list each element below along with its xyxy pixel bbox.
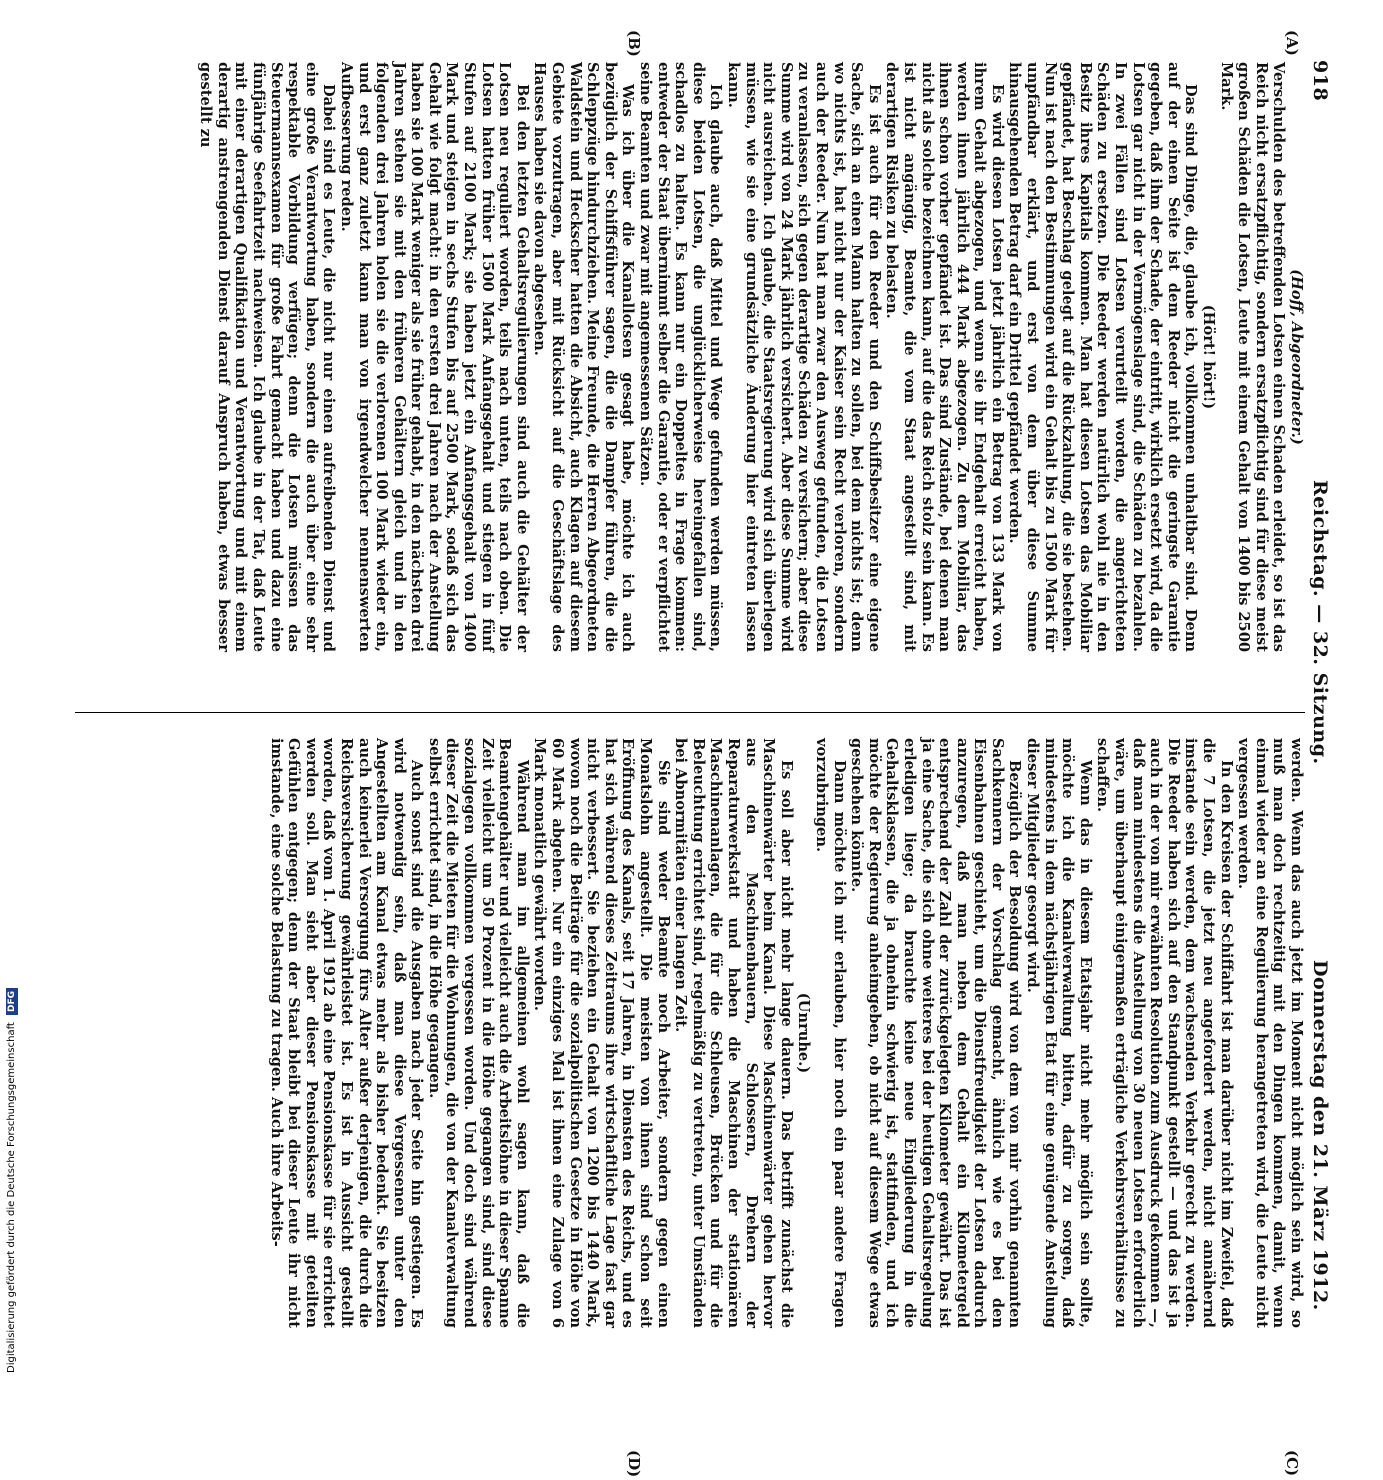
- paragraph: Bei den letzten Gehaltsregulierungen sind auch die Gehälter der Lotsen neu reguliert worden, teils nach unten, teils nach oben. Die Lotsen hatten früher 1500 Mark Anfangsgehalt und stiegen in fünf Stufen auf 2100 Mark; sie haben jetzt ein Anfangsgehalt von 1400 Mark und steigen in sechs Stufen bis auf 2500 Mark, sodaß sich das Gehalt wie folgt macht: in den ersten drei Jahren nach der Anstellung haben sie 100 Mark weniger als sie früher gehabt, in den nächsten drei Jahren stehen sie mit den früheren Gehältern gleich und in den folgenden drei Jahren holen sie die verlorenen 100 Mark wieder ein, und erst ganz zuletzt kann man von irgendwelcher nennenswerten Aufbesserung reden.: [337, 62, 531, 652]
- dfg-logo: DFG: [6, 988, 18, 1015]
- speaker-line: (Hoff, Abgeordneter.): [1288, 269, 1305, 445]
- paragraph: Dabei sind es Leute, die nicht nur einen aufreibenden Dienst und eine große Verantwortung haben, sondern die auch über eine sehr respektable Vorbildung verfügen; denn die Lotsen müssen das Steuermannsexamen für große Fahrt gemacht haben und dazu eine fünfjährige Seefahrtzeit nachweisen. Ich glaube in der Tat, daß Leute mit einer derartigen Qualifikation und Verantwortung und mit einem derartig anstrengenden Dienst darauf Anspruch haben, etwas besser gestellt zu: [197, 62, 338, 652]
- paragraph: Dann möchte ich mir erlauben, hier noch ein paar andere Fragen vorzubringen.: [812, 738, 848, 1328]
- paragraph: In den Kreisen der Schiffahrt ist man darüber nicht im Zweifel, daß die 7 Lotsen, die jetzt neu angefordert werden, nicht annähernd imstande sein werden, dem wachsenden Verkehr gerecht zu werden. Die Reeder haben sich auf den Standpunkt gestellt — und das ist ja auch in der von mir erwähnten Resolution zum Ausdruck gekommen —, daß man mindestens die Anstellung von 30 neuen Lotsen erforderlich wäre, um überhaupt einigermaßen erträgliche Verkehrsverhältnisse zu schaffen.: [1094, 738, 1235, 1328]
- digitization-note: [6, 988, 18, 1373]
- interjection: (Hört! hört!): [1200, 304, 1218, 410]
- margin-marker-d: (D): [625, 1450, 643, 1478]
- paragraph: Es soll aber nicht mehr lange dauern. Das betrifft zunächst die Maschinenwärter beim Kanal. Diese Maschinenwärter gehen hervor aus den Maschinenbauern, Schlossern, Drehern der Reparaturwerkstatt und haben die Maschinen der stationären Maschinenanlagen, die für die Schleusen, Brücken und für die Beleuchtung errichtet sind, regelmäßig zu vertreten, unter Umständen bei Abnormitäten einer langen Zeit.: [672, 738, 795, 1328]
- paragraph: Was ich über die Kanallotsen gesagt habe, möchte ich auch bezüglich der Schiffsführer sagen, die die Dampfer führen, die die Schleppzüge hindurchziehen. Meine Freunde, die Herren Abgeordneten Waldstein und Heckscher hatten die Absicht, auch Klagen auf diesem Gebiete vorzutragen, aber mit Rücksicht auf die Geschäftslage des Hauses haben sie davon abgesehen.: [531, 62, 637, 652]
- page-number: 918: [1309, 60, 1331, 102]
- paragraph: werden. Wenn das auch jetzt im Moment nicht möglich sein wird, so muß man doch rechtzeitig mit den Dingen kommen, damit, wenn einmal wieder an eine Regulierung herangetreten wird, die Leute nicht vergessen werden.: [1235, 738, 1305, 1328]
- paragraph: Verschulden des betreffenden Lotsen einen Schaden erleidet, so ist das Reich nicht ersatzpflichtig, sondern ersatzpflichtig sind für diese meist großen Schäden die Lotsen, Leute mit einem Gehalt von 1400 bis 2500 Mark.: [1217, 62, 1288, 652]
- paragraph: Bezüglich der Besoldung wird von dem von mir vorhin genannten Sachkennern der Vorschlag gemacht, ähnlich wie es bei den Eisenbahnen geschieht, um die Dienstfreudigkeit der Lotsen dadurch anzuregen, daß man neben dem Gehalt ein Kilometergeld entsprechend der Zahl der zurückgelegten Kilometer gewährt. Das ist ja eine Sache, die sich ohne weiteres bei der heutigen Gehaltsregelung erledigen liege; da brauchte keine neue Eingliederung in die Gehaltsklassen, die ja ohnehin schwierig ist, stattfinden, und ich möchte der Regierung anheimgeben, ob nicht auf diesem Wege etwas geschehen könnte.: [848, 738, 1024, 1328]
- paragraph: Sie sind weder Beamte noch Arbeiter, sondern gegen einen Monatslohn angestellt. Die meisten von ihnen sind schon seit Eröffnung des Kanals, seit 17 Jahren, in Diensten des Reichs, und es hat sich während dieses Zeitraums ihre wirtschaftliche Lage fast gar nicht verbessert. Sie beziehen ein Gehalt von 1200 bis 1440 Mark, wovon noch die Beiträge für die sozialpolitischen Gesetze in Höhe von 60 Mark abgehen. Nur ein einziges Mal ist ihnen eine Zulage von 6 Mark monatlich gewährt worden.: [531, 738, 672, 1328]
- paragraph: Auch sonst sind die Ausgaben nach jeder Seite hin gestiegen. Es wird notwendig sein, daß man diese Vergessenen unter den Angestellten am Kanal etwas mehr als bisher bedenkt. Sie besitzen auch keinerlei Versorgung fürs Alter außer derjenigen, die durch die Reichsversicherung gewährleistet ist. Es ist in Aussicht gestellt worden, daß vom 1. April 1912 ab eine Pensionskasse für sie errichtet werden soll. Man sieht aber dieser Pensionskasse mit geteilten Gefühlen entgegen; denn der Staat bleibt bei dieser Leute ihr nicht imstande, eine solche Belastung zu tragen. Auch ihre Arbeits-: [267, 738, 426, 1328]
- page-date: Donnerstag den 21. März 1912.: [1309, 960, 1331, 1311]
- margin-marker-b: (B): [625, 30, 643, 57]
- paragraph: Ich glaube auch, daß Mittel und Wege gefunden werden müssen, diese beiden Lotsen, die unglücklicherweise hereingefallen sind, schadlos zu halten. Es kann nur ein Doppeltes in Frage kommen: entweder der Staat übernimmt selber die Garantie, oder er verpflichtet seine Beamten und zwar mit angemessenen Sätzen.: [637, 62, 725, 652]
- paragraph: Das sind Dinge, die, glaube ich, vollkommen unhaltbar sind. Denn auf der einen Seite ist dem Reeder nicht die geringste Garantie gegeben, daß ihm der Schade, der eintritt, wirklich ersetzt wird, da die Lotsen gar nicht in der Vermögenslage sind, die Schäden zu bezahlen. In zwei Fällen sind Lotsen verurteilt worden, die angerichteten Schäden zu ersetzen. Die Reeder werden natürlich wohl nie in den Besitz ihres Kapitals kommen. Man hat diesen Lotsen das Mobiliar gepfändet, hat Beschlag gelegt auf die Rückzahlung, die sie bestehen. Nun ist nach den Bestimmungen wird ein Gehalt bis zu 1500 Mark für unpfändbar erklärt, und erst von dem über diese Summe hinausgehenden Betrag darf ein Drittel gepfändet werden.: [1006, 62, 1200, 652]
- paragraph: Wenn das in diesem Etatsjahr nicht mehr möglich sein sollte, möchte ich die Kanalverwaltung bitten, dafür zu sorgen, daß mindestens in dem nächstjährigen Etat für eine genügende Anstellung dieser Mitglieder gesorgt wird.: [1024, 738, 1094, 1328]
- margin-marker-c: (C): [1283, 1450, 1301, 1477]
- column-divider: [75, 712, 1305, 713]
- interjection: (Unruhe.): [795, 992, 813, 1074]
- paragraph: Es ist auch für den Reeder und den Schiffsbesitzer eine eigene Sache, sich an einen Mann halten zu sollen, bei dem nichts ist; denn wo nichts ist, hat nicht nur der Kaiser sein Recht verloren, sondern auch der Reeder. Nun hat man zwar den Ausweg gefunden, die Lotsen zu veranlassen, sich gegen derartige Schäden zu versichern; aber diese Summe wird von 24 Mark jährlich versichert. Aber diese Summe wird nicht ausreichen. Ich glaube, die Staatsregierung wird sich überlegen müssen, wie sie eine grundsätzliche Änderung hier eintreten lassen kann.: [725, 62, 883, 652]
- digitization-text: Digitalisierung gefördert durch die Deutsche Forschungsgemeinschaft: [6, 1022, 17, 1373]
- paragraph: Es wird diesen Lotsen jetzt jährlich ein Betrag von 133 Mark von ihrem Gehalt abgezogen, und wenn sie ihr Endgehalt erreicht haben, werden ihnen jährlich 444 Mark abgezogen. Zu dem Mobiliar, das ihnen schon vorher gepfändet ist. Das sind Zustände, bei denen man nicht als solche bezeichnen kann, auf die das Reich stolz sein kann. Es ist nicht angängig, Beamte, die vom Staat angestellt sind, mit derartigen Risiken zu belasten.: [883, 62, 1006, 652]
- margin-marker-a: (A): [1283, 30, 1301, 56]
- right-column: [267, 738, 1305, 1328]
- page-title: Reichstag. — 32. Sitzung.: [1309, 480, 1331, 765]
- left-column: [197, 62, 1305, 652]
- paragraph: Während man im allgemeinen wohl sagen kann, daß die Beamtengehälter und vielleicht auch die Arbeitslöhne in dieser Spanne Zeit vielleicht um 50 Prozent in die Höhe gegangen sind, sind diese sozialgegen vollkommen vergessen worden. Und doch sind während dieser Zeit die Mieten für die Wohnungen, die von der Kanalverwaltung selbst errichtet sind, in die Höhe gegangen.: [425, 738, 531, 1328]
